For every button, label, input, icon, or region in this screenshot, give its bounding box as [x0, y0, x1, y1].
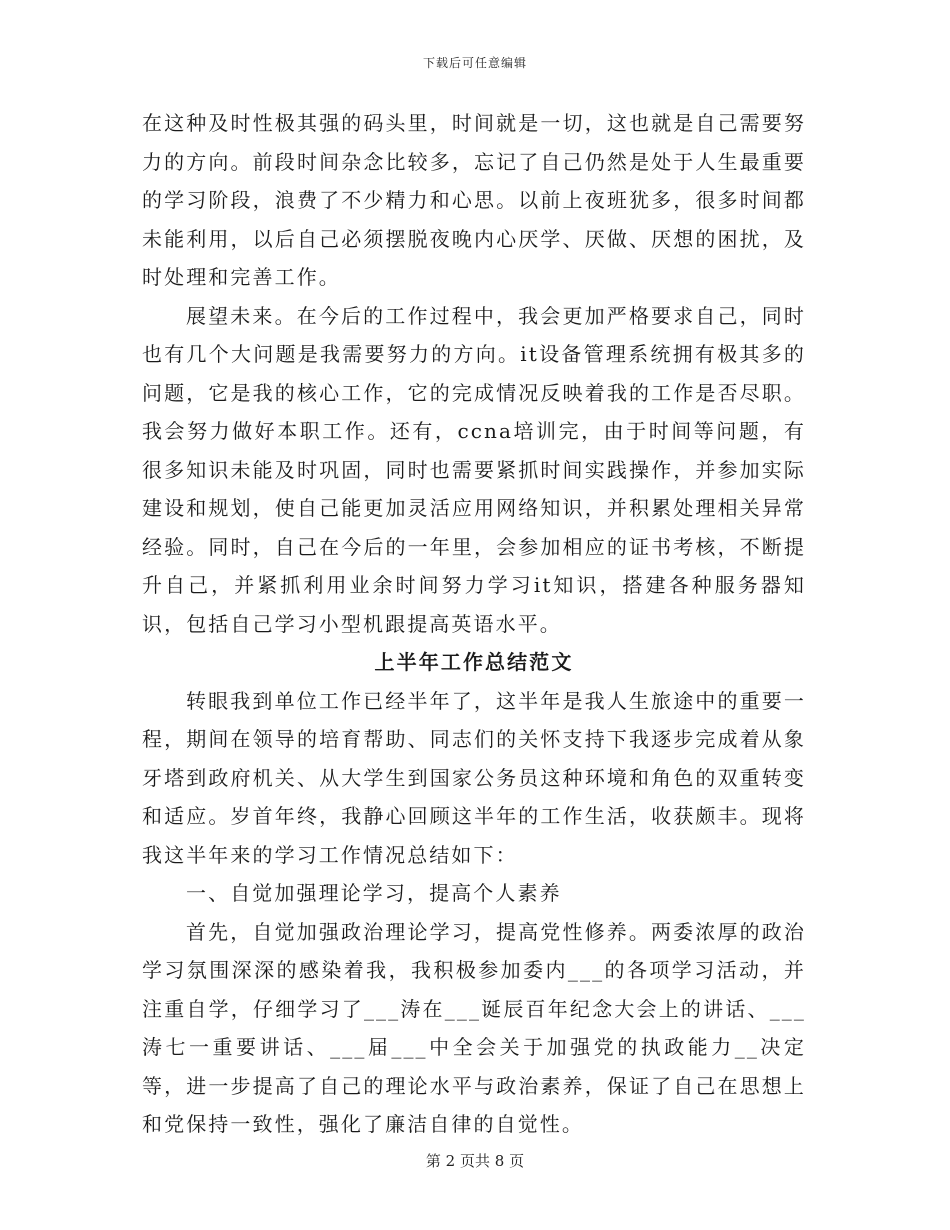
paragraph-3: 转眼我到单位工作已经半年了，这半年是我人生旅途中的重要一程，期间在领导的培育帮助、同志们的关怀支持下我逐步完成着从象牙塔到政府机关、从大学生到国家公务员这种环境和角色的双重转变和适应。岁首年终，我静心回顾这半年的工作生活，收获颇丰。现将我这半年来的学习工作情况总结如下： — [142, 688, 806, 867]
paragraph-1: 在这种及时性极其强的码头里，时间就是一切，这也就是自己需要努力的方向。前段时间杂念比较多，忘记了自己仍然是处于人生最重要的学习阶段，浪费了不少精力和心思。以前上夜班犹多，很多时间都未能利用，以后自己必须摆脱夜晚内心厌学、厌做、厌想的困扰，及时处理和完善工作。 — [142, 111, 806, 289]
page-header: 下载后可任意编辑 — [422, 56, 527, 70]
document-body — [142, 104, 806, 1144]
section-heading-1: 一、自觉加强理论学习，提高个人素养 — [186, 881, 562, 905]
page-footer: 第 2 页共 8 页 — [425, 1152, 525, 1170]
paragraph-5: 首先，自觉加强政治理论学习，提高党性修养。两委浓厚的政治学习氛围深深的感染着我，我积极参加委内___的各项学习活动，并注重自学，仔细学习了___涛在___诞辰百年纪念大会上的讲话、___涛七一重要讲话、___届___中全会关于加强党的执政能力__决定等，进一步提高了自己的理论水平与政治素养，保证了自己在思想上和党保持一致性，强化了廉洁自律的自觉性。 — [142, 919, 806, 1136]
paragraph-2: 展望未来。在今后的工作过程中，我会更加严格要求自己，同时也有几个大问题是我需要努力的方向。it设备管理系统拥有极其多的问题，它是我的核心工作，它的完成情况反映着我的工作是否尽职。我会努力做好本职工作。还有，ccna培训完，由于时间等问题，有很多知识未能及时巩固，同时也需要紧抓时间实践操作，并参加实际建设和规划，使自己能更加灵活应用网络知识，并积累处理相关异常经验。同时，自己在今后的一年里，会参加相应的证书考核，不断提升自己，并紧抓利用业余时间努力学习it知识，搭建各种服务器知识，包括自己学习小型机跟提高英语水平。 — [142, 303, 806, 636]
section-title: 上半年工作总结范文 — [374, 650, 574, 674]
